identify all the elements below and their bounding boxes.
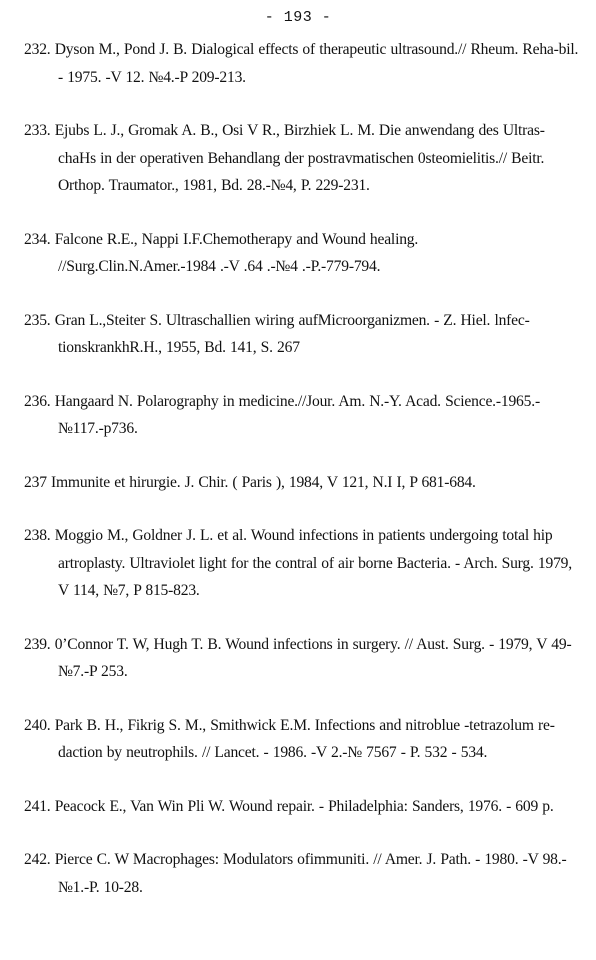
reference-item xyxy=(24,631,580,686)
reference-text: Pierce C. W Macrophages: Modulators ofimmuniti. // Amer. J. Path. - 1980. -V 98.-№1.-P. 10-28. xyxy=(54,851,567,896)
reference-number: 237 xyxy=(24,473,47,491)
reference-list xyxy=(24,36,580,927)
reference-number: 235. xyxy=(24,311,51,329)
reference-text: Hangaard N. Polarography in medicine.//Jour. Am. N.-Y. Acad. Science.-1965.-№117.-p736. xyxy=(54,392,540,437)
reference-text: Park B. H., Fikrig S. M., Smithwick E.M. Infections and nitroblue -tetrazolum re-daction by neutrophils. // Lancet. - 1986. -V 2.-№ 7567 - P. 532 - 534. xyxy=(54,716,555,761)
reference-number: 242. xyxy=(24,851,51,868)
reference-item xyxy=(24,522,580,605)
reference-text: Immunite et hirurgie. J. Chir. ( Paris ), 1984, V 121, N.I I, P 681-684. xyxy=(51,473,476,491)
reference-item xyxy=(24,469,580,497)
reference-number: 236. xyxy=(24,392,51,410)
reference-number: 233. xyxy=(24,122,51,139)
reference-text: Ejubs L. J., Gromak A. B., Osi V R., Birzhiek L. M. Die anwendang des Ultras-chaHs in der operativen Behandlang der postravmatischen 0steomielitis.// Beitr. Orthop. Traumator., 1981, Bd. 28.-№4, P. 229-231. xyxy=(54,122,545,194)
reference-number: 232. xyxy=(24,41,51,58)
reference-item xyxy=(24,793,580,821)
reference-item xyxy=(24,307,580,362)
reference-number: 234. xyxy=(24,230,51,248)
reference-text: Dyson M., Pond J. B. Dialogical effects of therapeutic ultrasound.// Rheum. Reha-bil. - 1975. -V 12. №4.-P 209-213. xyxy=(54,41,579,86)
reference-item xyxy=(24,846,580,901)
reference-number: 241. xyxy=(24,797,51,815)
reference-item xyxy=(24,117,580,200)
page-number: - 193 - xyxy=(264,9,332,26)
reference-text: Gran L.,Steiter S. Ultraschallien wiring aufMicroorganizmen. - Z. Hiel. lnfec-tionskrankhR.H., 1955, Bd. 141, S. 267 xyxy=(54,311,530,356)
reference-item xyxy=(24,36,580,91)
reference-item xyxy=(24,226,580,281)
reference-item xyxy=(24,388,580,443)
reference-text: Peacock E., Van Win Pli W. Wound repair. - Philadelphia: Sanders, 1976. - 609 p. xyxy=(54,797,554,815)
reference-text: 0’Connor T. W, Hugh T. B. Wound infections in surgery. // Aust. Surg. - 1979, V 49-№7.-P 253. xyxy=(54,635,572,680)
reference-number: 240. xyxy=(24,716,51,734)
reference-item xyxy=(24,712,580,767)
reference-text: Moggio M., Goldner J. L. et al. Wound infections in patients undergoing total hip artroplasty. Ultraviolet light for the contral of air borne Bacteria. - Arch. Surg. 1979, V 114, №7, P 815-823. xyxy=(54,527,572,599)
reference-text: Falcone R.E., Nappi I.F.Chemotherapy and Wound healing. //Surg.Clin.N.Amer.-1984 .-V .64 .-№4 .-P.-779-794. xyxy=(54,230,419,275)
reference-number: 238. xyxy=(24,527,51,544)
reference-number: 239. xyxy=(24,635,51,653)
